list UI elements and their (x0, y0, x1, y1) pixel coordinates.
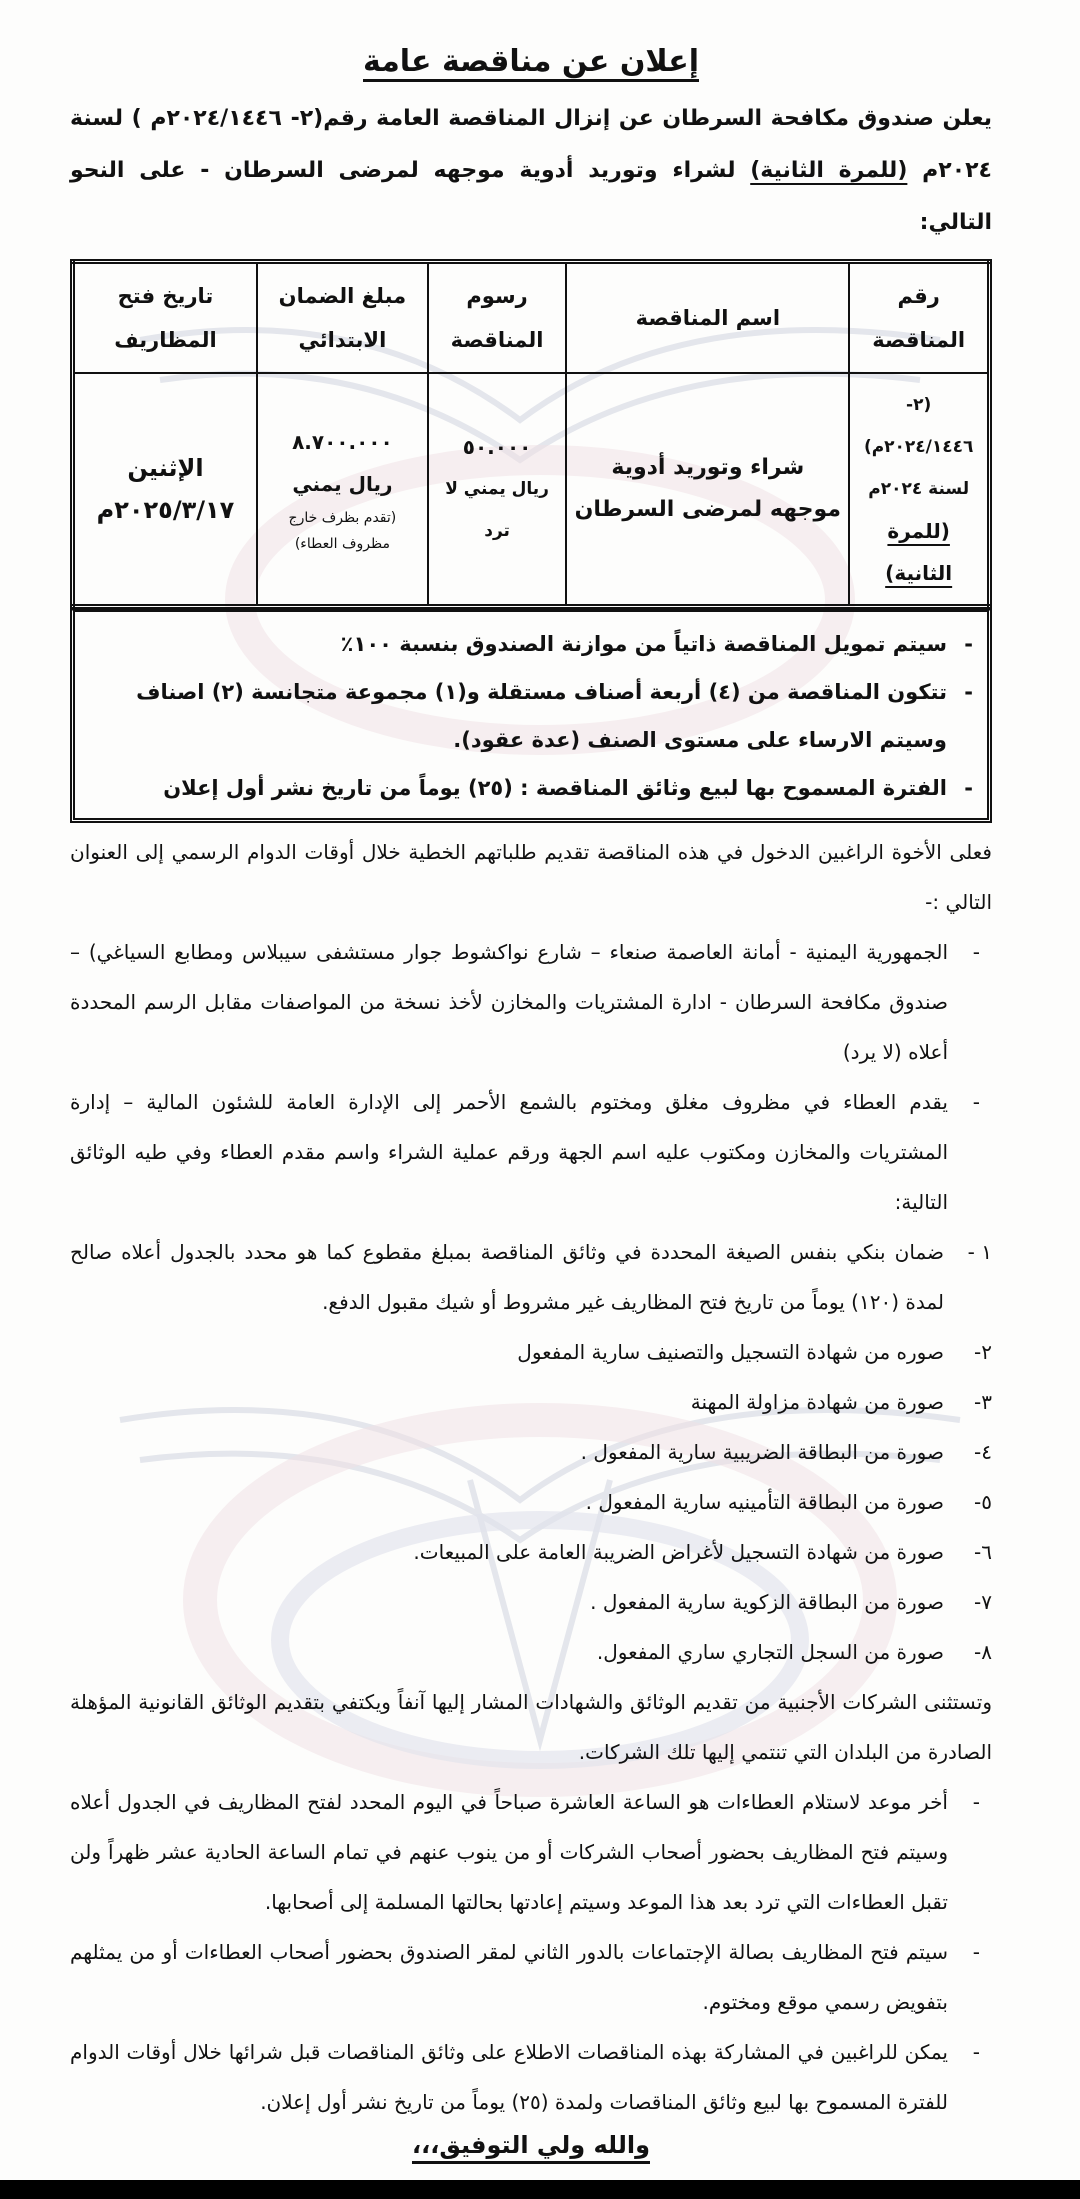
note-item: - الفترة المسموح بها لبيع وثائق المناقصة : (٢٥) يوماً من تاريخ نشر أول إعلان (89, 764, 973, 812)
guarantee-amount: ٨.٧٠٠.٠٠٠ (292, 430, 393, 454)
required-documents-list (70, 1227, 992, 1677)
cell-opening-date (73, 373, 257, 607)
item-text: صوره من شهادة التسجيل والتصنيف سارية المفعول (517, 1340, 944, 1364)
opening-location-item: - سيتم فتح المظاريف بصالة الإجتماعات بالدور الثاني لمقر الصندوق بحضور أصحاب العطاءات أو من يمثلهم بتفويض رسمي موقع ومختوم. (70, 1927, 992, 2027)
table-header-row (73, 262, 990, 374)
closing-phrase: والله ولي التوفيق،،، (411, 2131, 650, 2159)
guarantee-note: (تقدم بظرف خارج مظروف العطاء) (288, 510, 397, 552)
item-text: صورة من البطاقة الضريبية سارية المفعول . (580, 1440, 944, 1464)
cell-guarantee-amount (257, 373, 428, 607)
item-text: ضمان بنكي بنفس الصيغة المحددة في وثائق المناقصة بمبلغ مقطوع كما هو محدد بالجدول أعلاه صالح لمدة (١٢٠) يوماً من تاريخ فتح المظاريف غير مشروط أو شيك مقبول الدفع. (70, 1240, 944, 1314)
item-number: ٦- (974, 1540, 992, 1564)
note-item: - تتكون المناقصة من (٤) أربعة أصناف مستقلة و(١) مجموعة متجانسة (٢) اصناف وسيتم الارساء على مستوى الصنف (عدة عقود). (89, 668, 973, 764)
cell-tender-number (849, 373, 989, 607)
opening-date: ٢٠٢٥/٣/١٧م (96, 496, 235, 524)
tender-round: (للمرة الثانية) (885, 519, 953, 585)
item-number: ٧- (974, 1590, 992, 1614)
tender-notes-box (70, 609, 992, 823)
header-opening-date: تاريخ فتح المظاريف (73, 262, 257, 374)
tender-year: لسنة ٢٠٢٤م (868, 479, 970, 499)
cell-tender-name: شراء وتوريد أدوية موجهه لمرضى السرطان (566, 373, 849, 607)
item-text: صورة من شهادة مزاولة المهنة (690, 1390, 944, 1414)
item-text: صورة من البطاقة التأمينيه سارية المفعول . (585, 1490, 944, 1514)
intro-text-2: لشراء وتوريد أدوية موجهه لمرضى السرطان - على النحو التالي: (70, 158, 992, 235)
intro-text-1: يعلن صندوق مكافحة السرطان عن إنزال المناقصة العامة رقم(٢- ٢٠٢٤/١٤٤٦م ) لسنة ٢٠٢٤م (70, 106, 993, 183)
cell-tender-fee (428, 373, 566, 607)
document-item (70, 1627, 992, 1677)
call-paragraph: فعلى الأخوة الراغبين الدخول في هذه المناقصة تقديم طلباتهم الخطية خلال أوقات الدوام الرسمي إلى العنوان التالي :- (70, 840, 992, 914)
document-item (70, 1227, 992, 1327)
document-title: إعلان عن مناقصة عامة (363, 44, 699, 79)
tender-table (70, 259, 992, 609)
deadline-item: - أخر موعد لاستلام العطاءات هو الساعة العاشرة صباحاً في اليوم المحدد لفتح المظاريف في الجدول أعلاه وسيتم فتح المظاريف بحضور أصحاب الشركات أو من ينوب عنهم في تمام الساعة الحادية عشر ظهراً ولن تقبل العطاءات التي ترد بعد هذا الموعد وسيتم إعادتها بحالتها المسلمة إلى أصحابها. (70, 1777, 992, 1927)
header-tender-fee: رسوم المناقصة (428, 262, 566, 374)
header-tender-number: رقم المناقصة (849, 262, 989, 374)
document-item (70, 1377, 992, 1427)
fee-note: ريال يمني لا ترد (445, 479, 549, 541)
table-row (73, 373, 990, 607)
intro-second-time: (للمرة الثانية) (750, 158, 908, 183)
document-body (70, 827, 992, 2127)
header-tender-name: اسم المناقصة (566, 262, 849, 374)
intro-paragraph (70, 93, 992, 249)
item-number: ٤- (974, 1440, 992, 1464)
header-guarantee-amount: مبلغ الضمان الابتدائي (257, 262, 428, 374)
document-item (70, 1527, 992, 1577)
tender-number: (٢- ٢٠٢٤/١٤٤٦م) (863, 395, 974, 457)
address-item: - الجمهورية اليمنية - أمانة العاصمة صنعاء – شارع نواكشوط جوار مستشفى سيبلاس ومطابع السياغي) – صندوق مكافحة السرطان - ادارة المشتريات والمخازن لأخذ نسخة من المواصفات مقابل الرسم المحددة أعلاه (لا يرد) (70, 927, 992, 1077)
item-text: صورة من شهادة التسجيل لأغراض الضريبة العامة على المبيعات. (413, 1540, 944, 1564)
document-item (70, 1427, 992, 1477)
fee-amount: ٥٠.٠٠٠ (462, 435, 532, 459)
document-item (70, 1327, 992, 1377)
submission-item: - يقدم العطاء في مظروف مغلق ومختوم بالشمع الأحمر إلى الإدارة العامة للشئون المالية – إدارة المشتريات والمخازن ومكتوب عليه اسم الجهة ورقم عملية الشراء واسم مقدم العطاء وفي طيه الوثائق التالية: (70, 1077, 992, 1227)
guarantee-currency: ريال يمني (292, 472, 393, 496)
review-documents-item: - يمكن للراغبين في المشاركة بهذه المناقصات الاطلاع على وثائق المناقصات قبل شرائها خلال أوقات الدوام للفترة المسموح بها لبيع وثائق المناقصات ولمدة (٢٥) يوماً من تاريخ نشر أول إعلان. (70, 2027, 992, 2127)
document-item (70, 1577, 992, 1627)
foreign-companies-paragraph: وتستثنى الشركات الأجنبية من تقديم الوثائق والشهادات المشار إليها آنفاً ويكتفي بتقديم الوثائق القانونية المؤهلة الصادرة من البلدان التي تنتمي إليها تلك الشركات. (70, 1690, 992, 1764)
item-number: ٨- (974, 1640, 992, 1664)
item-number: ٥- (974, 1490, 992, 1514)
item-text: صورة من السجل التجاري ساري المفعول. (596, 1640, 944, 1664)
document-item (70, 1477, 992, 1527)
item-text: صورة من البطاقة الزكوية سارية المفعول . (590, 1590, 944, 1614)
item-number: ٣- (974, 1390, 992, 1414)
item-number: ١ - (967, 1240, 992, 1264)
note-item: - سيتم تمويل المناقصة ذاتياً من موازنة الصندوق بنسبة ١٠٠٪ (89, 620, 973, 668)
item-number: ٢- (974, 1340, 992, 1364)
opening-day: الإثنين (127, 454, 204, 482)
